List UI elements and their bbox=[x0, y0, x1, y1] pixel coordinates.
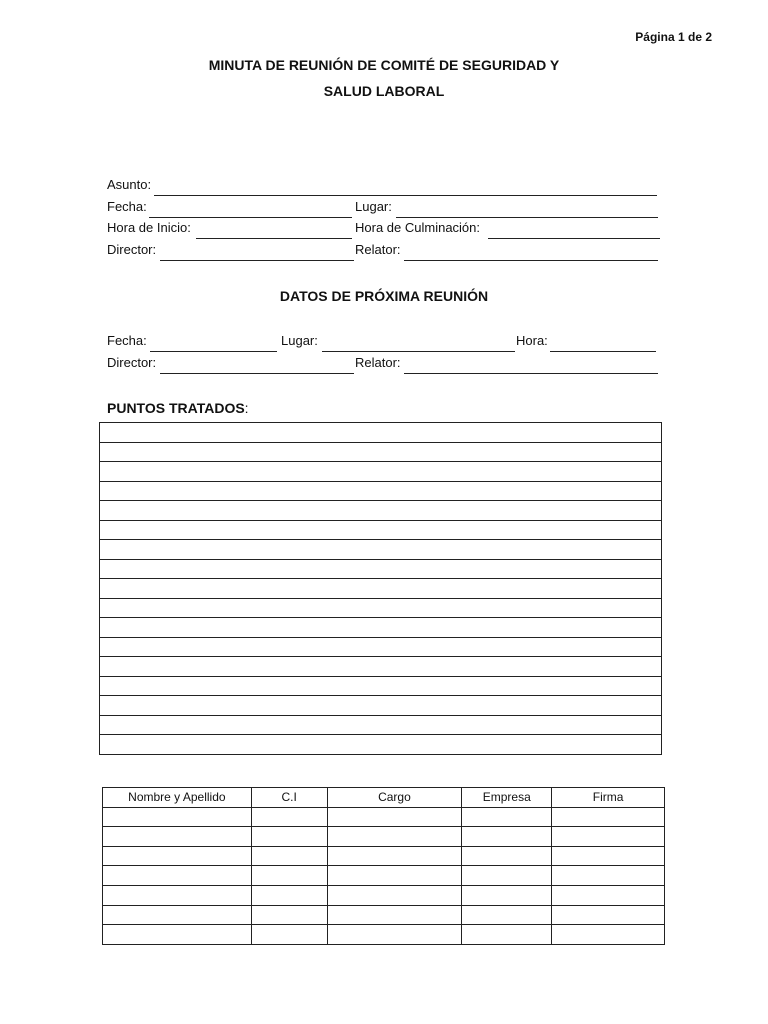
next-director-field[interactable] bbox=[160, 355, 354, 374]
next-director-label: Director: bbox=[107, 355, 157, 370]
puntos-line[interactable] bbox=[100, 676, 662, 696]
puntos-line[interactable] bbox=[100, 618, 662, 638]
puntos-tratados-lines bbox=[99, 422, 662, 755]
fecha-lugar-row bbox=[107, 199, 659, 219]
puntos-line[interactable] bbox=[100, 559, 662, 579]
puntos-line[interactable] bbox=[100, 540, 662, 560]
next-meeting-row-1 bbox=[107, 333, 659, 353]
asunto-label: Asunto: bbox=[107, 177, 152, 192]
puntos-title: PUNTOS TRATADOS bbox=[107, 400, 245, 416]
attendance-table bbox=[102, 787, 665, 945]
next-lugar-field[interactable] bbox=[322, 333, 515, 352]
next-fecha-label: Fecha: bbox=[107, 333, 147, 348]
header-firma: Firma bbox=[552, 788, 665, 808]
puntos-line[interactable] bbox=[100, 735, 662, 755]
attendance-row[interactable] bbox=[103, 827, 665, 847]
header-empresa: Empresa bbox=[462, 788, 552, 808]
attendance-header-row bbox=[103, 788, 665, 808]
puntos-colon: : bbox=[244, 400, 249, 416]
hora-culminacion-label: Hora de Culminación: bbox=[355, 220, 481, 235]
relator-field[interactable] bbox=[404, 242, 658, 261]
attendance-row[interactable] bbox=[103, 846, 665, 866]
hora-row bbox=[107, 220, 662, 240]
puntos-line[interactable] bbox=[100, 657, 662, 677]
hora-inicio-field[interactable] bbox=[196, 220, 352, 239]
next-relator-label: Relator: bbox=[355, 355, 401, 370]
puntos-tratados-heading bbox=[107, 400, 249, 416]
next-meeting-title: DATOS DE PRÓXIMA REUNIÓN bbox=[279, 288, 489, 304]
fecha-label: Fecha: bbox=[107, 199, 147, 214]
next-relator-field[interactable] bbox=[404, 355, 658, 374]
relator-label: Relator: bbox=[355, 242, 401, 257]
hora-inicio-label: Hora de Inicio: bbox=[107, 220, 191, 235]
puntos-line[interactable] bbox=[100, 579, 662, 599]
asunto-field[interactable] bbox=[154, 177, 657, 196]
attendance-row[interactable] bbox=[103, 807, 665, 827]
next-hora-field[interactable] bbox=[550, 333, 656, 352]
next-fecha-field[interactable] bbox=[150, 333, 277, 352]
hora-culminacion-field[interactable] bbox=[488, 220, 660, 239]
director-field[interactable] bbox=[160, 242, 354, 261]
puntos-line[interactable] bbox=[100, 715, 662, 735]
puntos-line[interactable] bbox=[100, 423, 662, 443]
attendance-row[interactable] bbox=[103, 925, 665, 945]
header-ci: C.I bbox=[251, 788, 327, 808]
attendance-row[interactable] bbox=[103, 866, 665, 886]
page-number: Página 1 de 2 bbox=[635, 30, 712, 44]
puntos-line[interactable] bbox=[100, 462, 662, 482]
lugar-label: Lugar: bbox=[355, 199, 392, 214]
puntos-line[interactable] bbox=[100, 696, 662, 716]
puntos-line[interactable] bbox=[100, 442, 662, 462]
next-lugar-label: Lugar: bbox=[281, 333, 318, 348]
asunto-row bbox=[107, 177, 659, 197]
lugar-field[interactable] bbox=[396, 199, 658, 218]
attendance-row[interactable] bbox=[103, 905, 665, 925]
puntos-line[interactable] bbox=[100, 598, 662, 618]
document-title-line-1: MINUTA DE REUNIÓN DE COMITÉ DE SEGURIDAD Y bbox=[208, 57, 560, 73]
director-relator-row bbox=[107, 242, 662, 262]
document-title-line-2: SALUD LABORAL bbox=[323, 83, 445, 99]
header-cargo: Cargo bbox=[327, 788, 462, 808]
director-label: Director: bbox=[107, 242, 157, 257]
fecha-field[interactable] bbox=[149, 199, 352, 218]
puntos-line[interactable] bbox=[100, 520, 662, 540]
puntos-line[interactable] bbox=[100, 501, 662, 521]
puntos-line[interactable] bbox=[100, 637, 662, 657]
header-nombre-apellido: Nombre y Apellido bbox=[103, 788, 252, 808]
attendance-row[interactable] bbox=[103, 885, 665, 905]
next-hora-label: Hora: bbox=[516, 333, 548, 348]
next-meeting-row-2 bbox=[107, 355, 662, 375]
puntos-line[interactable] bbox=[100, 481, 662, 501]
